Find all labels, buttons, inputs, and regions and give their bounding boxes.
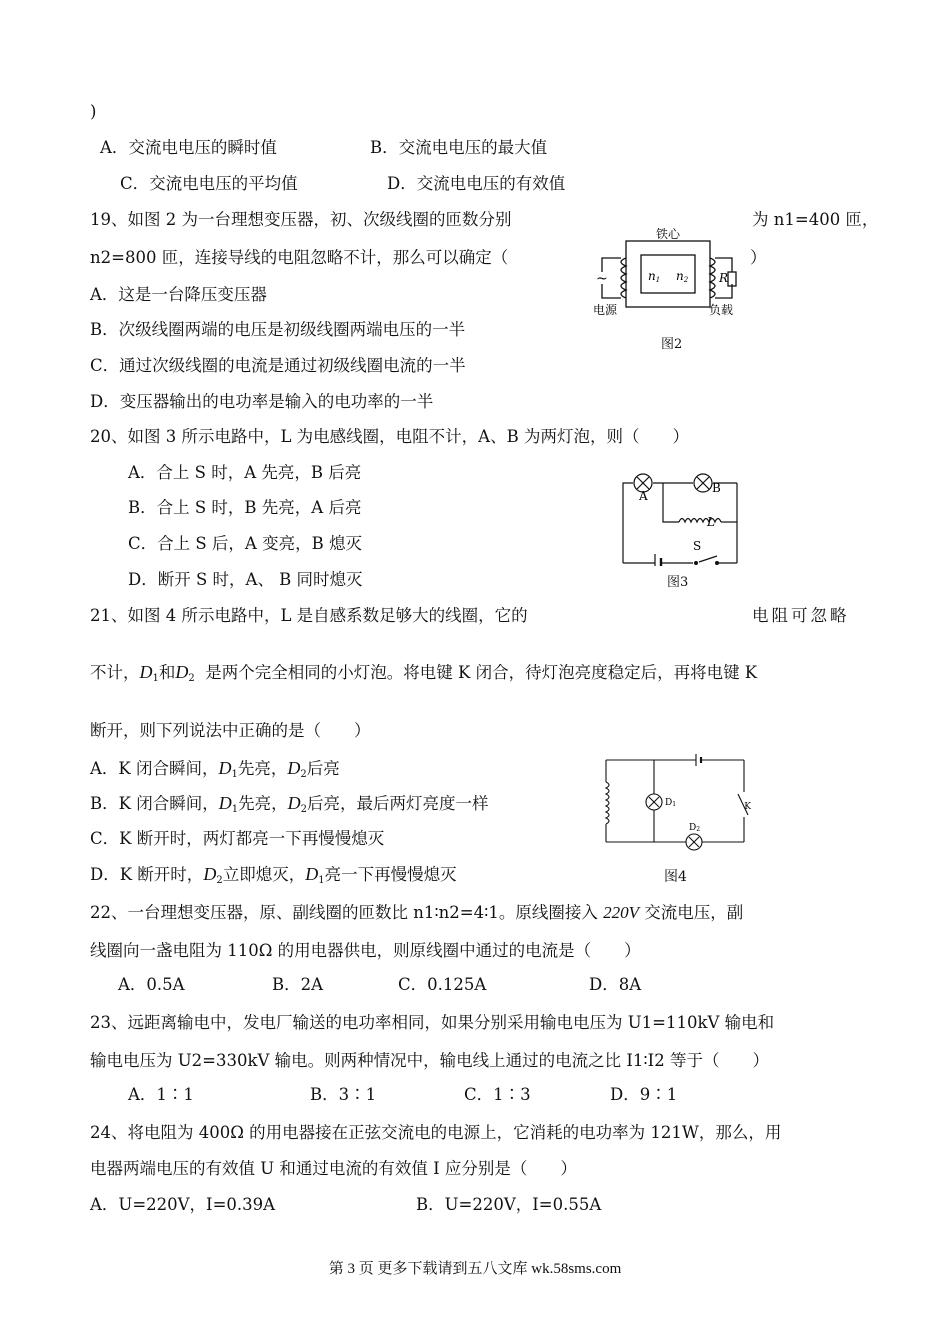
q19-stem-line1: 19、如图 2 为一台理想变压器，初、次级线圈的匝数分别 bbox=[90, 210, 512, 229]
q21-stem-line1-end: 电阻可忽略 bbox=[752, 606, 850, 625]
q18-option-d: D．交流电电压的有效值 bbox=[387, 174, 566, 193]
transformer-diagram bbox=[590, 228, 750, 323]
q23-option-d: D．9∶1 bbox=[610, 1085, 678, 1104]
q22-option-b: B．2A bbox=[272, 975, 324, 994]
page-footer: 第 3 页 更多下载请到五八文库 wk.58sms.com bbox=[328, 1261, 622, 1277]
coil-label: L bbox=[707, 515, 715, 529]
q20-option-a: A．合上 S 时，A 先亮，B 后亮 bbox=[128, 463, 362, 482]
q19-stem-line1-end: 为 n1=400 匝， bbox=[752, 210, 879, 229]
q22-stem-line1: 22、一台理想变压器，原、副线圈的匝数比 n1∶n2=4∶1。原线圈接入 220V 交流电压，副 bbox=[90, 903, 744, 922]
q22-option-a: A．0.5A bbox=[118, 975, 185, 994]
q21-option-d: D．K 断开时，$D_2$立即熄灭，$D_1$亮一下再慢慢熄灭 bbox=[90, 864, 457, 886]
q24-option-a: A．U=220V，I=0.39A bbox=[90, 1195, 276, 1214]
q24-stem-line2: 电器两端电压的有效值 U 和通过电流的有效值 I 应分别是（ ） bbox=[90, 1159, 577, 1178]
secondary-turns-label: n2 bbox=[676, 269, 689, 284]
q21-option-c: C．K 断开时，两灯都亮一下再慢慢熄灭 bbox=[90, 829, 385, 848]
q18-option-a: A．交流电电压的瞬时值 bbox=[100, 138, 277, 157]
q21-stem-line2: 不计，$D_1$和$D_2$ 是两个完全相同的小灯泡。将电键 K 闭合，待灯泡亮度稳定后，再将电键 K bbox=[90, 662, 758, 684]
q20-stem: 20、如图 3 所示电路中，L 为电感线圈，电阻不计，A、B 为两灯泡，则（ ） bbox=[90, 427, 689, 446]
q21-option-b: B．K 闭合瞬间，$D_1$先亮，$D_2$后亮，最后两灯亮度一样 bbox=[90, 793, 489, 815]
q21-option-a: A．K 闭合瞬间，$D_1$先亮，$D_2$后亮 bbox=[90, 758, 340, 780]
q19-option-a: A．这是一台降压变压器 bbox=[90, 285, 267, 304]
q18-option-c: C．交流电电压的平均值 bbox=[120, 174, 298, 193]
switch-s-label: S bbox=[693, 539, 702, 553]
inductor-circuit-diagram bbox=[615, 466, 745, 566]
q23-stem-line1: 23、远距离输电中，发电厂输送的电功率相同，如果分别采用输电电压为 U1=110kV 输电和 bbox=[90, 1013, 775, 1032]
lamp-a-label: A bbox=[639, 489, 648, 503]
core-label: 铁心 bbox=[655, 228, 681, 241]
lamp-d1-label: D1 bbox=[665, 798, 677, 808]
q19-stem-line2-end: ） bbox=[750, 248, 767, 267]
primary-turns-label: n1 bbox=[648, 269, 661, 284]
q21-stem-line3: 断开，则下列说法中正确的是（ ） bbox=[90, 721, 371, 740]
self-inductance-circuit-diagram bbox=[598, 752, 753, 854]
q20-option-d: D．断开 S 时，A、 B 同时熄灭 bbox=[128, 570, 363, 589]
q19-option-b: B．次级线圈两端的电压是初级线圈两端电压的一半 bbox=[90, 320, 466, 339]
q23-stem-line2: 输电电压为 U2=330kV 输电。则两种情况中，输电线上通过的电流之比 I1∶I2 等于（ ） bbox=[90, 1051, 769, 1070]
q23-option-b: B．3∶1 bbox=[310, 1085, 377, 1104]
figure-2-caption: 图2 bbox=[661, 337, 683, 352]
load-label: 负载 bbox=[709, 303, 734, 317]
q24-option-b: B．U=220V，I=0.55A bbox=[416, 1195, 602, 1214]
ac-source-icon: ~ bbox=[596, 271, 608, 287]
q24-stem-line1: 24、将电阻为 400Ω 的用电器接在正弦交流电的电源上，它消耗的电功率为 121W，那么，用 bbox=[90, 1123, 782, 1142]
q18-option-b: B．交流电电压的最大值 bbox=[370, 138, 548, 157]
lamp-b-label: B bbox=[712, 481, 721, 495]
switch-k-label: K bbox=[744, 802, 751, 812]
figure-3-caption: 图3 bbox=[667, 575, 689, 590]
q18-stem-tail: ) bbox=[90, 102, 97, 121]
lamp-d2-label: D2 bbox=[689, 823, 701, 833]
resistor-label: R bbox=[719, 271, 729, 285]
q19-option-c: C．通过次级线圈的电流是通过初级线圈电流的一半 bbox=[90, 356, 466, 375]
q20-option-c: C．合上 S 后，A 变亮，B 熄灭 bbox=[128, 534, 362, 553]
q19-stem-line2: n2=800 匝，连接导线的电阻忽略不计，那么可以确定（ bbox=[90, 248, 509, 267]
q22-option-c: C．0.125A bbox=[398, 975, 487, 994]
q21-stem-line1: 21、如图 4 所示电路中，L 是自感系数足够大的线圈，它的 bbox=[90, 606, 528, 625]
q23-option-a: A．1∶1 bbox=[128, 1085, 194, 1104]
q20-option-b: B．合上 S 时，B 先亮，A 后亮 bbox=[128, 498, 362, 517]
q22-stem-line2: 线圈向一盏电阻为 110Ω 的用电器供电，则原线圈中通过的电流是（ ） bbox=[90, 941, 641, 960]
q22-option-d: D．8A bbox=[589, 975, 642, 994]
source-label: 电源 bbox=[593, 303, 618, 317]
q23-option-c: C．1∶3 bbox=[464, 1085, 531, 1104]
figure-4-caption: 图4 bbox=[664, 869, 687, 885]
q19-option-d: D．变压器输出的电功率是输入的电功率的一半 bbox=[90, 392, 434, 411]
